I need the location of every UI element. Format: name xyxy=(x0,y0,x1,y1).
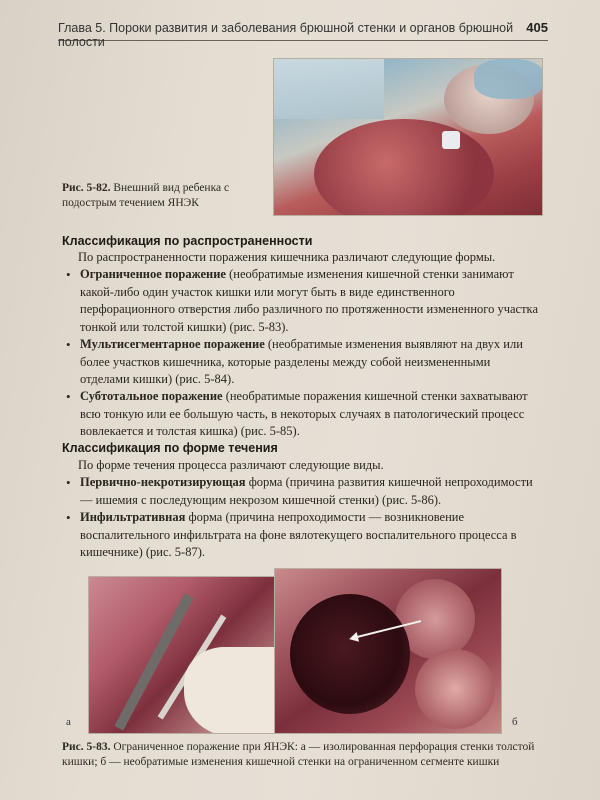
caption-label: Рис. 5-83. xyxy=(62,741,111,753)
list-item: • Мультисегментарное поражение (необратимые изменения выявляют на двух или более участков кишечника, которые разделены между собой неизмененными отделами кишки) (рис. 5-84). xyxy=(66,337,523,386)
list-item: • Инфильтративная форма (причина непроходимости — возникновение воспалительного инфильтрата на фоне вялотекущего воспалительного процесса в кишечнике) (рис. 5-87). xyxy=(66,510,517,559)
running-header xyxy=(58,20,548,49)
section-intro-prevalence: По распространенности поражения кишечника различают следующие формы. xyxy=(78,250,496,264)
caption-text: Ограниченное поражение при ЯНЭК: а — изолированная перфорация стенки толстой кишки; б — необратимые изменения кишечной стенки на ограниченном сегменте кишки xyxy=(62,741,535,768)
section-title-prevalence: Классификация по распространенности xyxy=(62,234,313,248)
chapter-title: Глава 5. Пороки развития и заболевания брюшной стенки и органов брюшной полости xyxy=(58,21,514,49)
list-item: • Первично-некротизирующая форма (причина развития кишечной непроходимости — ишемия с последующим некрозом кишечной стенки) (рис. 5-86). xyxy=(66,475,533,507)
section-intro-course: По форме течения процесса различают следующие виды. xyxy=(78,458,384,472)
section-title-course: Классификация по форме течения xyxy=(62,441,278,455)
caption-label: Рис. 5-82. xyxy=(62,182,111,194)
figure-caption-5-82 xyxy=(62,181,272,211)
list-item: • Ограниченное поражение (необратимые изменения кишечной стенки занимают какой-либо один участок кишки или могут быть в виде единственного перфорационного отверстия либо различного по протяженности измененного участка тонкой или толстой кишки) (рис. 5-83). xyxy=(66,267,538,334)
photo-child-necrotizing-enterocolitis xyxy=(273,58,543,216)
photo-bowel-segment xyxy=(274,568,502,734)
figure-label-a: а xyxy=(66,716,71,728)
figure-label-b: б xyxy=(512,716,518,728)
photo-colon-perforation xyxy=(88,576,275,734)
list-item: • Субтотальное поражение (необратимые поражения кишечной стенки захватывают всю тонкую или ее большую часть, в некоторых случаях в патологический процесс вовлекается и толстая кишка) (рис. 5-85). xyxy=(66,389,528,438)
figure-caption-5-83 xyxy=(62,740,542,770)
caption-text: Внешний вид ребенка с подострым течением ЯНЭК xyxy=(62,182,230,209)
page-number: 405 xyxy=(526,20,548,35)
